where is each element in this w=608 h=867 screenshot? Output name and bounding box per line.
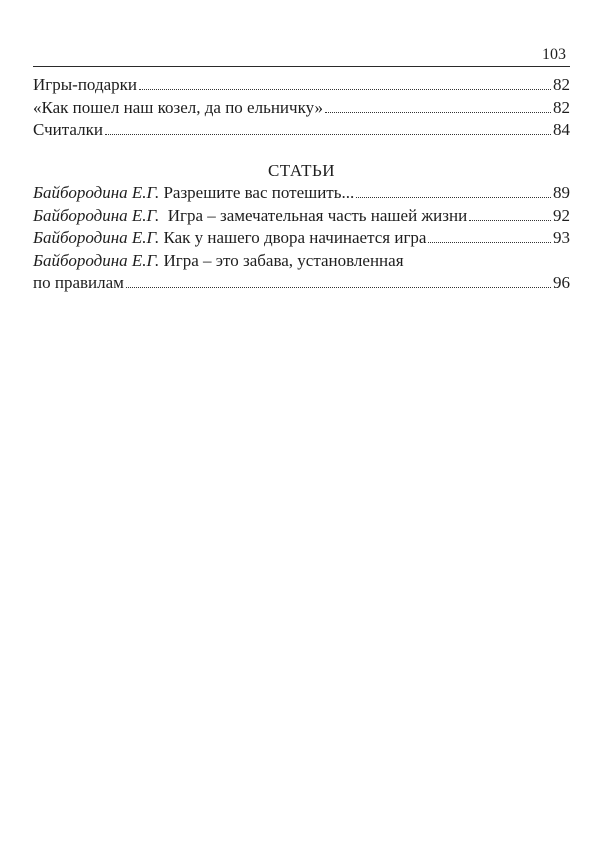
- article-title: Игра – замечательная часть нашей жизни: [159, 205, 468, 225]
- toc-entry-page: 93: [553, 228, 570, 247]
- dot-leader: [469, 220, 551, 221]
- toc-top-section: [33, 74, 570, 142]
- toc-entry-title-line-1: [33, 250, 570, 273]
- toc-entry-title: Игры-подарки: [33, 75, 137, 94]
- dot-leader: [105, 134, 551, 135]
- toc-articles-section: [33, 160, 570, 295]
- dot-leader: [139, 89, 551, 90]
- toc-entry-title: [33, 205, 467, 228]
- article-title: Игра – это забава, установленная: [159, 250, 404, 270]
- toc-entry-games-gifts[interactable]: [33, 74, 570, 97]
- toc-entry-title: «Как пошел наш козел, да по ельничку»: [33, 97, 324, 117]
- toc-entry-title: [33, 227, 426, 250]
- toc-entry-title: Считалки: [33, 120, 103, 139]
- toc-entry-page: 82: [553, 75, 570, 94]
- author-name: Байбородина Е.Г.: [33, 228, 160, 247]
- page-number: 103: [542, 46, 566, 63]
- toc-entry-page: 84: [553, 120, 570, 139]
- toc-entry-article-3[interactable]: [33, 227, 570, 250]
- dot-leader: [356, 197, 551, 198]
- toc-entry-article-4[interactable]: [33, 250, 570, 295]
- header-rule: [33, 66, 570, 67]
- toc-entry-article-2[interactable]: [33, 205, 570, 228]
- toc-entry-title: [33, 182, 354, 205]
- toc-entry-page: 92: [553, 205, 570, 225]
- toc-entry-page: 89: [553, 183, 570, 202]
- article-title: Как у нашего двора начинается игра: [159, 228, 427, 247]
- article-title-continued: по правилам: [33, 273, 124, 292]
- toc-entry-line-2: [33, 272, 570, 295]
- toc-entry-page: 82: [553, 97, 570, 117]
- dot-leader: [126, 287, 551, 288]
- author-name: Байбородина Е.Г.: [33, 183, 160, 202]
- article-title: Разрешите вас потешить...: [159, 183, 355, 202]
- section-heading-articles: СТАТЬИ: [267, 161, 336, 180]
- dot-leader: [428, 242, 551, 243]
- toc-entry-counting-rhymes[interactable]: [33, 119, 570, 142]
- author-name: Байбородина Е.Г.: [33, 205, 160, 225]
- dot-leader: [325, 112, 551, 113]
- toc-entry-article-1[interactable]: [33, 182, 570, 205]
- author-name: Байбородина Е.Г.: [33, 250, 160, 270]
- toc-entry-goat-song[interactable]: [33, 97, 570, 120]
- toc-entry-page: 96: [553, 273, 570, 292]
